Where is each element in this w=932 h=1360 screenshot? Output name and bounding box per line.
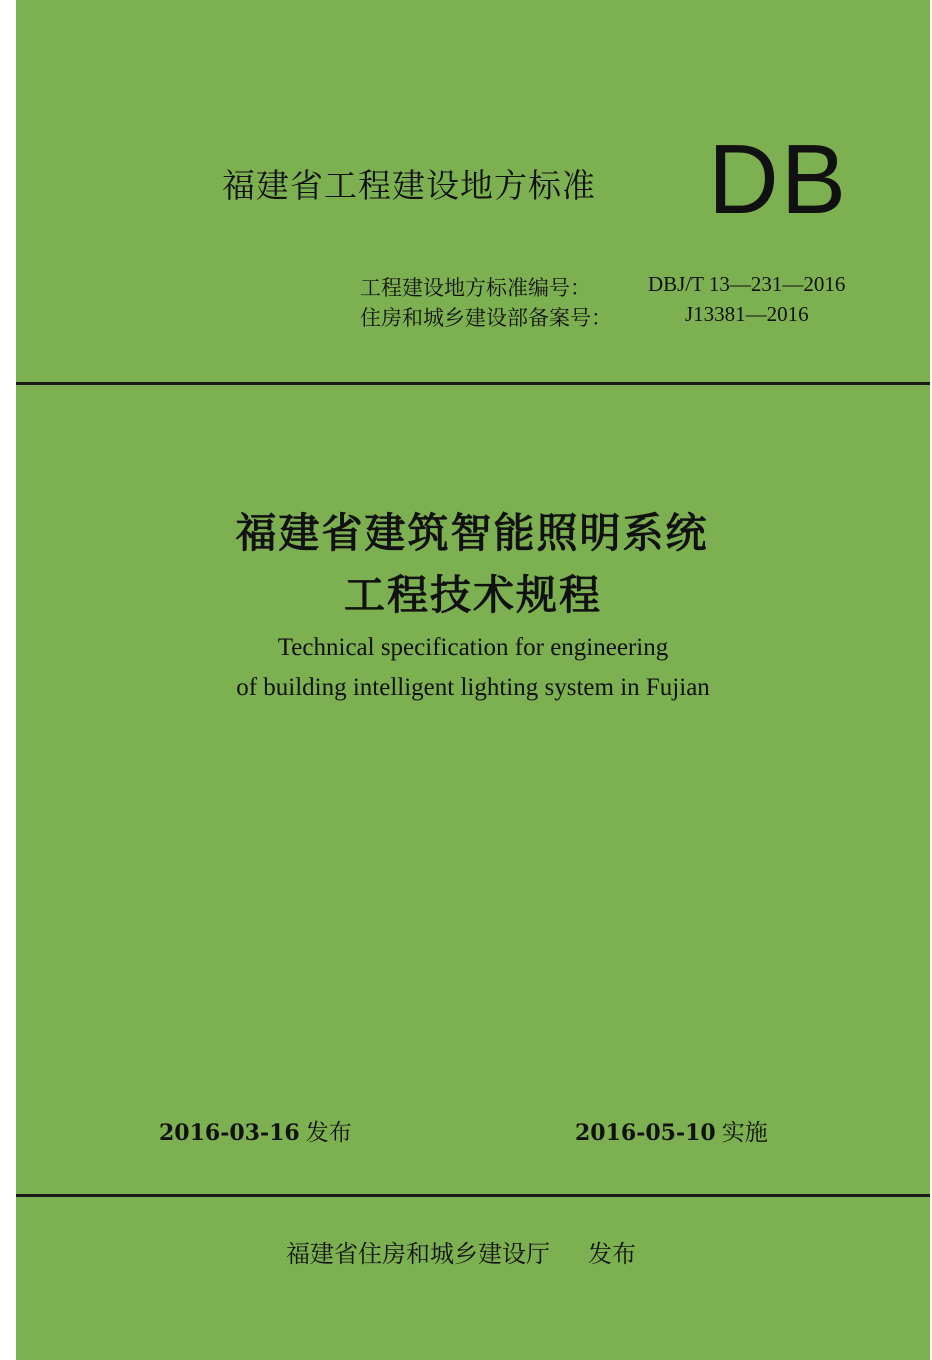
issue-label: 发布 [305,1120,352,1146]
document-cover [16,0,930,1360]
standard-number-row [360,272,846,302]
bottom-divider [16,1194,930,1197]
top-divider [16,382,930,385]
title-en-line-2: of building intelligent lighting system in Fujian [236,674,710,701]
effective-label: 实施 [721,1120,768,1146]
series-title: 福建省工程建设地方标准 [222,166,596,205]
standard-mark: DB [708,124,849,234]
issue-date: 2016-03-16 [159,1120,300,1146]
issue-date-block [159,1114,352,1147]
effective-date-block [575,1114,768,1147]
publisher-name: 福建省住房和城乡建设厅 [286,1240,550,1268]
publisher-line [286,1234,636,1269]
record-number-label: 住房和城乡建设部备案号： [360,306,612,330]
title-en-line-1: Technical specification for engineering [277,634,669,661]
publisher-action: 发布 [588,1240,636,1268]
standard-number-value: DBJ/T 13—231—2016 [648,272,846,296]
record-number-row [360,302,809,332]
record-number-value: J13381—2016 [685,302,809,326]
title-cn-line-2: 工程技术规程 [344,571,602,619]
effective-date: 2016-05-10 [575,1120,716,1146]
standard-number-label: 工程建设地方标准编号： [360,276,591,300]
title-cn-line-1: 福建省建筑智能照明系统 [235,509,709,557]
